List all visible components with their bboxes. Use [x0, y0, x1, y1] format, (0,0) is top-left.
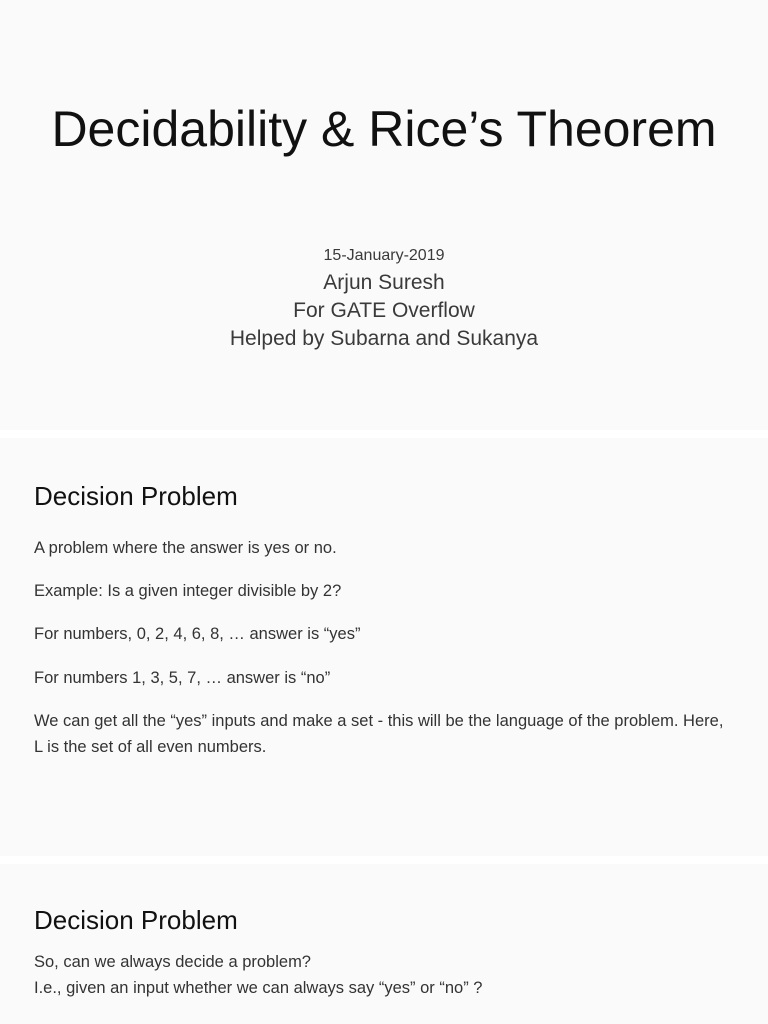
slide-divider	[0, 430, 768, 438]
slide-paragraph: For numbers 1, 3, 5, 7, … answer is “no”	[34, 669, 331, 687]
presentation-date: 15-January-2019	[323, 247, 445, 264]
slide-paragraph: We can get all the “yes” inputs and make a set - this will be the language of the problem. Here, L is the set of all even numbers.	[34, 712, 724, 756]
slide-decision-problem-1	[0, 438, 768, 856]
slide-paragraph: I.e., given an input whether we can always say “yes” or “no” ?	[34, 979, 483, 997]
slide-heading: Decision Problem	[34, 905, 238, 935]
organization: For GATE Overflow	[293, 299, 475, 322]
author-name: Arjun Suresh	[323, 271, 445, 294]
slide-decision-problem-2	[0, 864, 768, 1024]
slide-paragraph: So, can we always decide a problem?	[34, 953, 311, 971]
slide-paragraph: Example: Is a given integer divisible by 2?	[34, 582, 342, 600]
slide-paragraph: For numbers, 0, 2, 4, 6, 8, … answer is “yes”	[34, 625, 361, 643]
slide-heading: Decision Problem	[34, 481, 238, 511]
deck-title: Decidability & Rice’s Theorem	[51, 101, 717, 157]
slide-paragraph: A problem where the answer is yes or no.	[34, 539, 337, 557]
helpers-credit: Helped by Subarna and Sukanya	[229, 327, 539, 350]
slide-divider	[0, 856, 768, 864]
title-slide	[0, 0, 768, 430]
